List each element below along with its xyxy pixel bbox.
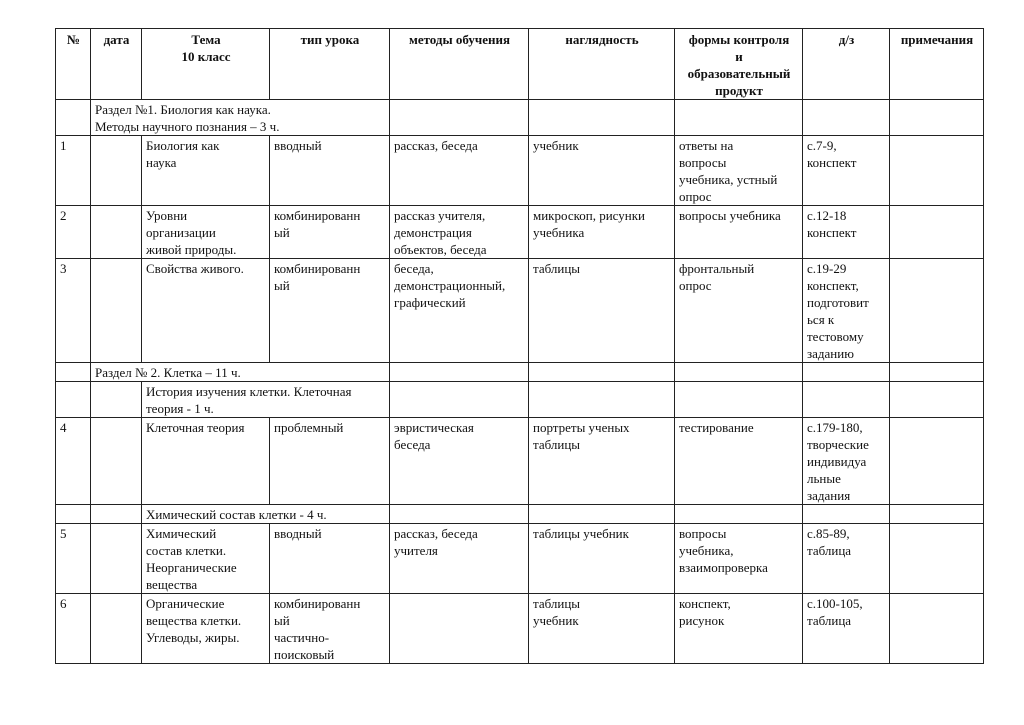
section-row bbox=[56, 363, 984, 382]
row-methods: рассказ, беседа bbox=[390, 136, 529, 206]
row-type: комбинированн ый частично- поисковый bbox=[270, 594, 390, 664]
header-notes: примечания bbox=[890, 29, 984, 100]
row-visuals: таблицы учебник bbox=[529, 524, 675, 594]
section-title-1: Раздел №1. Биология как наука. Методы научного познания – 3 ч. bbox=[91, 100, 390, 136]
section-row bbox=[56, 505, 984, 524]
row-type: проблемный bbox=[270, 418, 390, 505]
row-num: 2 bbox=[56, 206, 91, 259]
row-homework: с.100-105, таблица bbox=[803, 594, 890, 664]
row-methods: беседа, демонстрационный, графический bbox=[390, 259, 529, 363]
row-homework: с.179-180, творческие индивидуа льные задания bbox=[803, 418, 890, 505]
subsection-title-history: История изучения клетки. Клеточная теория - 1 ч. bbox=[142, 382, 390, 418]
row-methods: рассказ, беседа учителя bbox=[390, 524, 529, 594]
row-num: 1 bbox=[56, 136, 91, 206]
row-date bbox=[91, 594, 142, 664]
row-date bbox=[91, 418, 142, 505]
row-visuals: учебник bbox=[529, 136, 675, 206]
row-homework: с.12-18 конспект bbox=[803, 206, 890, 259]
table-row bbox=[56, 418, 984, 505]
header-row bbox=[56, 29, 984, 100]
row-methods: рассказ учителя, демонстрация объектов, беседа bbox=[390, 206, 529, 259]
header-date: дата bbox=[91, 29, 142, 100]
table-row bbox=[56, 206, 984, 259]
row-notes bbox=[890, 524, 984, 594]
row-date bbox=[91, 524, 142, 594]
row-visuals: микроскоп, рисунки учебника bbox=[529, 206, 675, 259]
table-row bbox=[56, 524, 984, 594]
row-num: 4 bbox=[56, 418, 91, 505]
row-homework: с.85-89, таблица bbox=[803, 524, 890, 594]
header-visuals: наглядность bbox=[529, 29, 675, 100]
row-num: 3 bbox=[56, 259, 91, 363]
section-row bbox=[56, 382, 984, 418]
section-row bbox=[56, 100, 984, 136]
table-row bbox=[56, 259, 984, 363]
row-notes bbox=[890, 594, 984, 664]
row-type: вводный bbox=[270, 136, 390, 206]
table-row bbox=[56, 136, 984, 206]
row-control: ответы на вопросы учебника, устный опрос bbox=[675, 136, 803, 206]
section-title-2: Раздел № 2. Клетка – 11 ч. bbox=[91, 363, 390, 382]
row-notes bbox=[890, 418, 984, 505]
lesson-plan-table bbox=[55, 28, 984, 664]
table-row bbox=[56, 594, 984, 664]
row-notes bbox=[890, 136, 984, 206]
row-methods bbox=[390, 594, 529, 664]
row-control: вопросы учебника, взаимопроверка bbox=[675, 524, 803, 594]
header-lesson-type: тип урока bbox=[270, 29, 390, 100]
row-visuals: портреты ученых таблицы bbox=[529, 418, 675, 505]
row-control: тестирование bbox=[675, 418, 803, 505]
row-date bbox=[91, 206, 142, 259]
row-topic: Органические вещества клетки. Углеводы, жиры. bbox=[142, 594, 270, 664]
row-notes bbox=[890, 206, 984, 259]
header-methods: методы обучения bbox=[390, 29, 529, 100]
header-num: № bbox=[56, 29, 91, 100]
row-type: вводный bbox=[270, 524, 390, 594]
header-homework: д/з bbox=[803, 29, 890, 100]
subsection-title-chemistry: Химический состав клетки - 4 ч. bbox=[142, 505, 390, 524]
row-type: комбинированн ый bbox=[270, 206, 390, 259]
row-num: 6 bbox=[56, 594, 91, 664]
row-type: комбинированн ый bbox=[270, 259, 390, 363]
row-methods: эвристическая беседа bbox=[390, 418, 529, 505]
row-homework: с.7-9, конспект bbox=[803, 136, 890, 206]
row-date bbox=[91, 136, 142, 206]
row-visuals: таблицы учебник bbox=[529, 594, 675, 664]
row-topic: Клеточная теория bbox=[142, 418, 270, 505]
row-visuals: таблицы bbox=[529, 259, 675, 363]
row-notes bbox=[890, 259, 984, 363]
header-control: формы контроля и образовательный продукт bbox=[675, 29, 803, 100]
row-topic: Свойства живого. bbox=[142, 259, 270, 363]
row-control: конспект, рисунок bbox=[675, 594, 803, 664]
row-control: фронтальный опрос bbox=[675, 259, 803, 363]
row-num: 5 bbox=[56, 524, 91, 594]
row-topic: Биология как наука bbox=[142, 136, 270, 206]
header-topic: Тема 10 класс bbox=[142, 29, 270, 100]
row-topic: Химический состав клетки. Неорганические вещества bbox=[142, 524, 270, 594]
row-topic: Уровни организации живой природы. bbox=[142, 206, 270, 259]
row-homework: с.19-29 конспект, подготовит ься к тестовому заданию bbox=[803, 259, 890, 363]
row-control: вопросы учебника bbox=[675, 206, 803, 259]
row-date bbox=[91, 259, 142, 363]
